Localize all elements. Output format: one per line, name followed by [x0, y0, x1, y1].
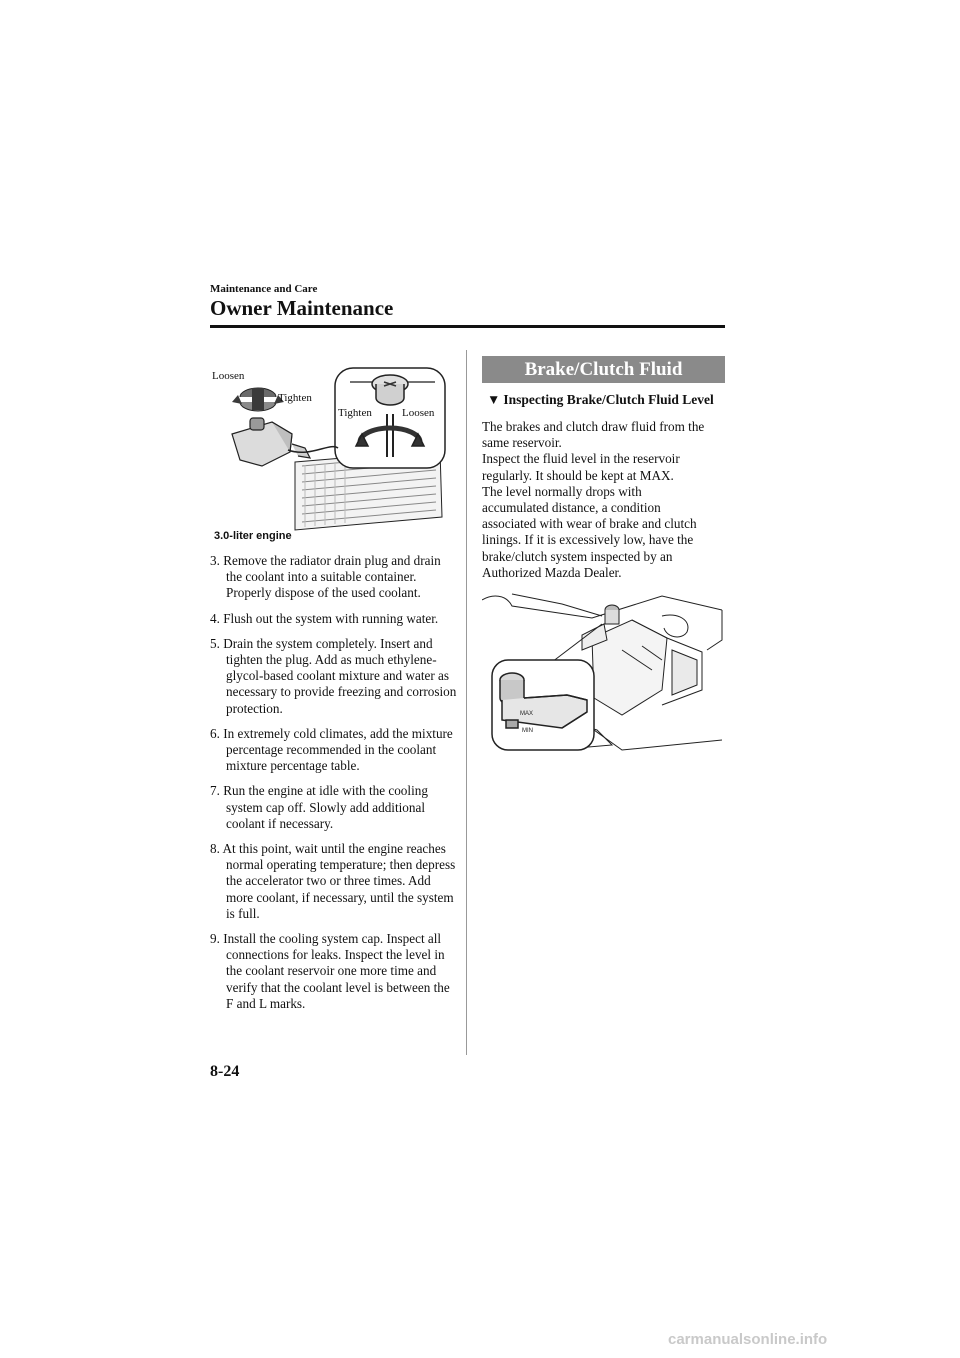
paragraph-line: brake/clutch system inspected by an	[482, 548, 673, 564]
section-banner: Brake/Clutch Fluid	[482, 356, 725, 383]
brake-reservoir-illustration	[482, 580, 727, 760]
paragraph-line: associated with wear of brake and clutch	[482, 516, 697, 532]
paragraph-line: Inspect the fluid level in the reservoir	[482, 451, 680, 467]
subsection-heading-text: Inspecting Brake/Clutch Fluid Level	[503, 392, 714, 407]
min-mark: MIN	[522, 728, 533, 734]
page-title: Owner Maintenance	[210, 296, 394, 320]
subsection-heading	[487, 392, 714, 408]
coolant-cap-illustration	[210, 362, 455, 547]
inset-tighten-label: Tighten	[338, 407, 372, 419]
step-item: 3. Remove the radiator drain plug and drain the coolant into a suitable container. Properly dispose of the used coolant.	[210, 553, 441, 601]
brake-fluid-paragraph	[482, 419, 730, 581]
coolant-cap-drawing	[210, 362, 455, 547]
paragraph-line: The brakes and clutch draw fluid from the	[482, 419, 705, 434]
step-item: 6. In extremely cold climates, add the mixture percentage recommended in the coolant mixture percentage table.	[210, 725, 453, 774]
paragraph-line: linings. If it is excessively low, have the	[482, 532, 694, 548]
step-item: 7. Run the engine at idle with the cooling system cap off. Slowly add additional coolant if necessary.	[210, 783, 428, 831]
section-label: Maintenance and Care	[210, 283, 318, 295]
step-item: 4. Flush out the system with running water.	[210, 610, 439, 626]
column-divider	[466, 350, 467, 1055]
paragraph-line: same reservoir.	[482, 435, 562, 451]
header-rule	[210, 325, 725, 328]
coolant-steps-list	[210, 553, 458, 1021]
step-item: 5. Drain the system completely. Insert and tighten the plug. Add as much ethylene-glycol-based coolant mixture and water as necessary to provide freezing and corrosion protection.	[210, 635, 457, 716]
brake-reservoir-drawing	[482, 580, 727, 760]
loosen-label: Loosen	[212, 370, 245, 382]
inset-loosen-label: Loosen	[402, 407, 435, 419]
watermark: carmanualsonline.info	[668, 1331, 828, 1348]
paragraph-line: regularly. It should be kept at MAX.	[482, 467, 674, 483]
triangle-marker-icon: ▼	[487, 392, 501, 407]
max-mark: MAX	[520, 711, 534, 717]
paragraph-line: accumulated distance, a condition	[482, 500, 661, 516]
paragraph-line: The level normally drops with	[482, 483, 642, 499]
figure-caption: 3.0-liter engine	[214, 530, 292, 542]
paragraph-line: Authorized Mazda Dealer.	[482, 564, 622, 580]
tighten-label: Tighten	[278, 392, 312, 404]
page-number: 8-24	[210, 1063, 240, 1080]
step-item: 9. Install the cooling system cap. Inspect all connections for leaks. Inspect the level in the coolant reservoir one more time and verify that the coolant level is between the F and L marks.	[210, 931, 450, 1011]
step-item: 8. At this point, wait until the engine reaches normal operating temperature; then depress the accelerator two or three times. Add more coolant, if necessary, until the system is full.	[210, 841, 456, 921]
